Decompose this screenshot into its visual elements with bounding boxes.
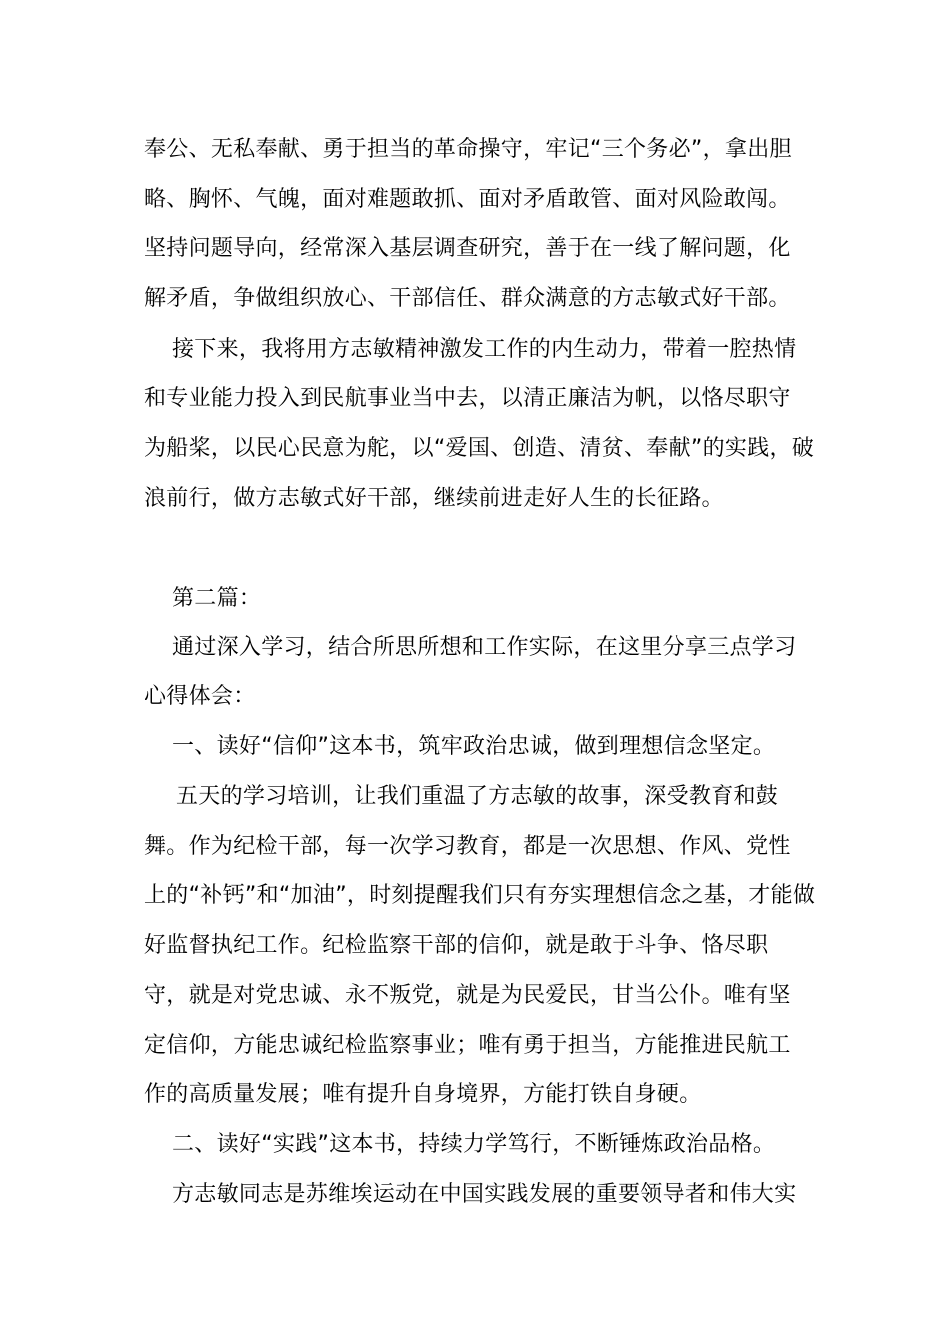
- text-line: 和专业能力投入到民航事业当中去，以清正廉洁为帆，以恪尽职守: [144, 386, 791, 411]
- text-line: 通过深入学习，结合所思所想和工作实际，在这里分享三点学习: [172, 635, 797, 660]
- subheading: 一、读好“信仰”这本书，筑牢政治忠诚，做到理想信念坚定。: [172, 734, 776, 759]
- text-line: 守，就是对党忠诚、永不叛党，就是为民爱民，甘当公仆。唯有坚: [144, 983, 791, 1008]
- text-line: 定信仰，方能忠诚纪检监察事业；唯有勇于担当，方能推进民航工: [144, 1033, 791, 1058]
- text-line: 为船桨，以民心民意为舵，以“爱国、创造、清贫、奉献”的实践，破: [144, 436, 815, 461]
- text-line: 奉公、无私奉献、勇于担当的革命操守，牢记“三个务必”，拿出胆: [144, 137, 792, 162]
- text-line: 略、胸怀、气魄，面对难题敢抓、面对矛盾敢管、面对风险敢闯。: [144, 187, 791, 212]
- text-line: 上的“补钙”和“加油”，时刻提醒我们只有夯实理想信念之基，才能做: [144, 883, 816, 908]
- text-line: 解矛盾，争做组织放心、干部信任、群众满意的方志敏式好干部。: [144, 286, 791, 311]
- text-line: 心得体会：: [144, 684, 256, 709]
- text-line: 浪前行，做方志敏式好干部，继续前进走好人生的长征路。: [144, 486, 724, 511]
- text-line: 五天的学习培训，让我们重温了方志敏的故事，深受教育和鼓: [176, 784, 779, 809]
- section-heading: 第二篇：: [172, 586, 262, 611]
- text-line: 坚持问题导向，经常深入基层调查研究，善于在一线了解问题，化: [144, 236, 791, 261]
- text-line: 接下来，我将用方志敏精神激发工作的内生动力，带着一腔热情: [172, 337, 797, 362]
- subheading: 二、读好“实践”这本书，持续力学笃行，不断锤炼政治品格。: [172, 1132, 776, 1157]
- text-line: 好监督执纪工作。纪检监察干部的信仰，就是敢于斗争、恪尽职: [144, 933, 769, 958]
- text-line: 作的高质量发展；唯有提升自身境界，方能打铁自身硬。: [144, 1082, 702, 1107]
- text-line: 方志敏同志是苏维埃运动在中国实践发展的重要领导者和伟大实: [172, 1182, 797, 1207]
- text-line: 舞。作为纪检干部，每一次学习教育，都是一次思想、作风、党性: [144, 834, 791, 859]
